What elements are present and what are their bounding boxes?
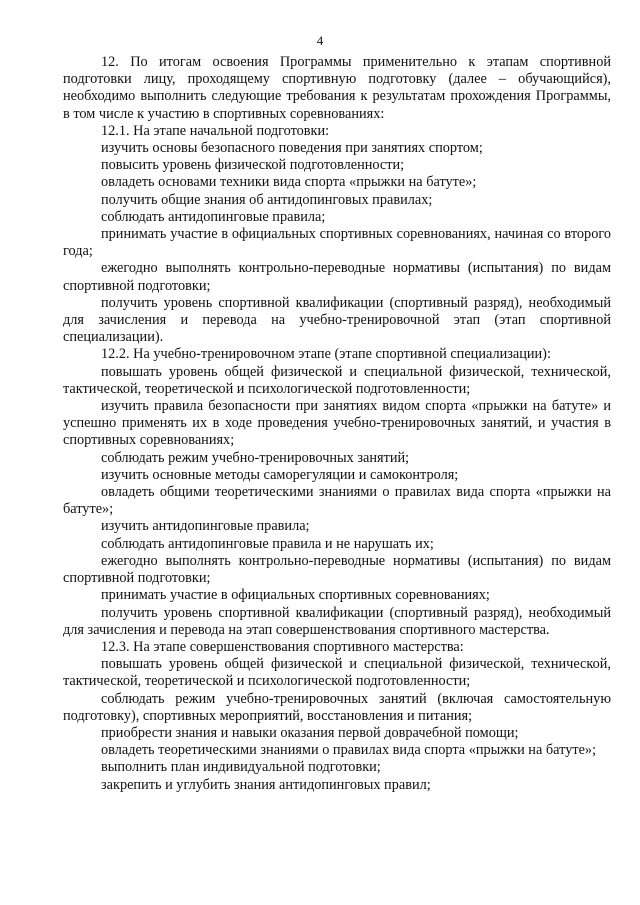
section-heading: 12.1. На этапе начальной подготовки:	[101, 122, 330, 139]
list-item: повышать уровень общей физической и специальной физической, технической, тактической, теоретической и психологической подготовленности;	[63, 656, 611, 690]
list-item: овладеть основами техники вида спорта «прыжки на батуте»;	[101, 174, 477, 191]
section-heading: 12.3. На этапе совершенствования спортивного мастерства:	[101, 638, 464, 655]
list-item: принимать участие в официальных спортивных соревнованиях, начиная со второго года;	[63, 226, 611, 260]
list-item: соблюдать антидопинговые правила и не нарушать их;	[101, 535, 434, 552]
paragraph: 12. По итогам освоения Программы применительно к этапам спортивной подготовки лицу, проходящему спортивную подготовку (далее – обучающийся), необходимо выполнить следующие требования к результатам прохождения Программы, в том числе к участию в спортивных соревнованиях:	[63, 54, 611, 122]
list-item: изучить основы безопасного поведения при занятиях спортом;	[101, 140, 483, 157]
list-item: соблюдать антидопинговые правила;	[101, 208, 326, 225]
list-item: получить уровень спортивной квалификации (спортивный разряд), необходимый для зачисления и перевода на учебно-тренировочной этап (этап спортивной специализации).	[63, 294, 611, 346]
list-item: соблюдать режим учебно-тренировочных занятий;	[101, 449, 410, 466]
list-item: овладеть общими теоретическими знаниями о правилах вида спорта «прыжки на батуте»;	[63, 484, 611, 518]
list-item: повысить уровень физической подготовленности;	[101, 157, 405, 174]
list-item: получить общие знания об антидопинговых правилах;	[101, 191, 433, 208]
page-number: 4	[316, 33, 324, 48]
list-item: изучить правила безопасности при занятиях видом спорта «прыжки на батуте» и успешно применять их в ходе проведения учебно-тренировочных занятий, и участия в спортивных соревнованиях;	[63, 398, 611, 449]
list-item: повышать уровень общей физической и специальной физической, технической, тактической, теоретической и психологической подготовленности;	[63, 363, 611, 397]
list-item: ежегодно выполнять контрольно-переводные нормативы (испытания) по видам спортивной подготовки;	[63, 260, 611, 294]
list-item: соблюдать режим учебно-тренировочных занятий (включая самостоятельную подготовку), спортивных мероприятий, восстановления и питания;	[63, 690, 611, 724]
list-item: закрепить и углубить знания антидопинговых правил;	[101, 776, 431, 793]
list-item: приобрести знания и навыки оказания первой доврачебной помощи;	[101, 724, 519, 741]
list-item: ежегодно выполнять контрольно-переводные нормативы (испытания) по видам спортивной подготовки;	[63, 552, 611, 587]
document-body	[63, 54, 611, 794]
list-item: выполнить план индивидуальной подготовки;	[101, 759, 381, 776]
list-item: получить уровень спортивной квалификации (спортивный разряд), необходимый для зачисления и перевода на этап совершенствования спортивного мастерства.	[63, 604, 611, 638]
list-item: изучить антидопинговые правила;	[101, 518, 310, 535]
list-item: овладеть теоретическими знаниями о правилах вида спорта «прыжки на батуте»;	[101, 742, 597, 759]
list-item: принимать участие в официальных спортивных соревнованиях;	[101, 587, 490, 604]
list-item: изучить основные методы саморегуляции и самоконтроля;	[101, 466, 459, 483]
section-heading: 12.2. На учебно-тренировочном этапе (этапе спортивной специализации):	[101, 346, 551, 363]
